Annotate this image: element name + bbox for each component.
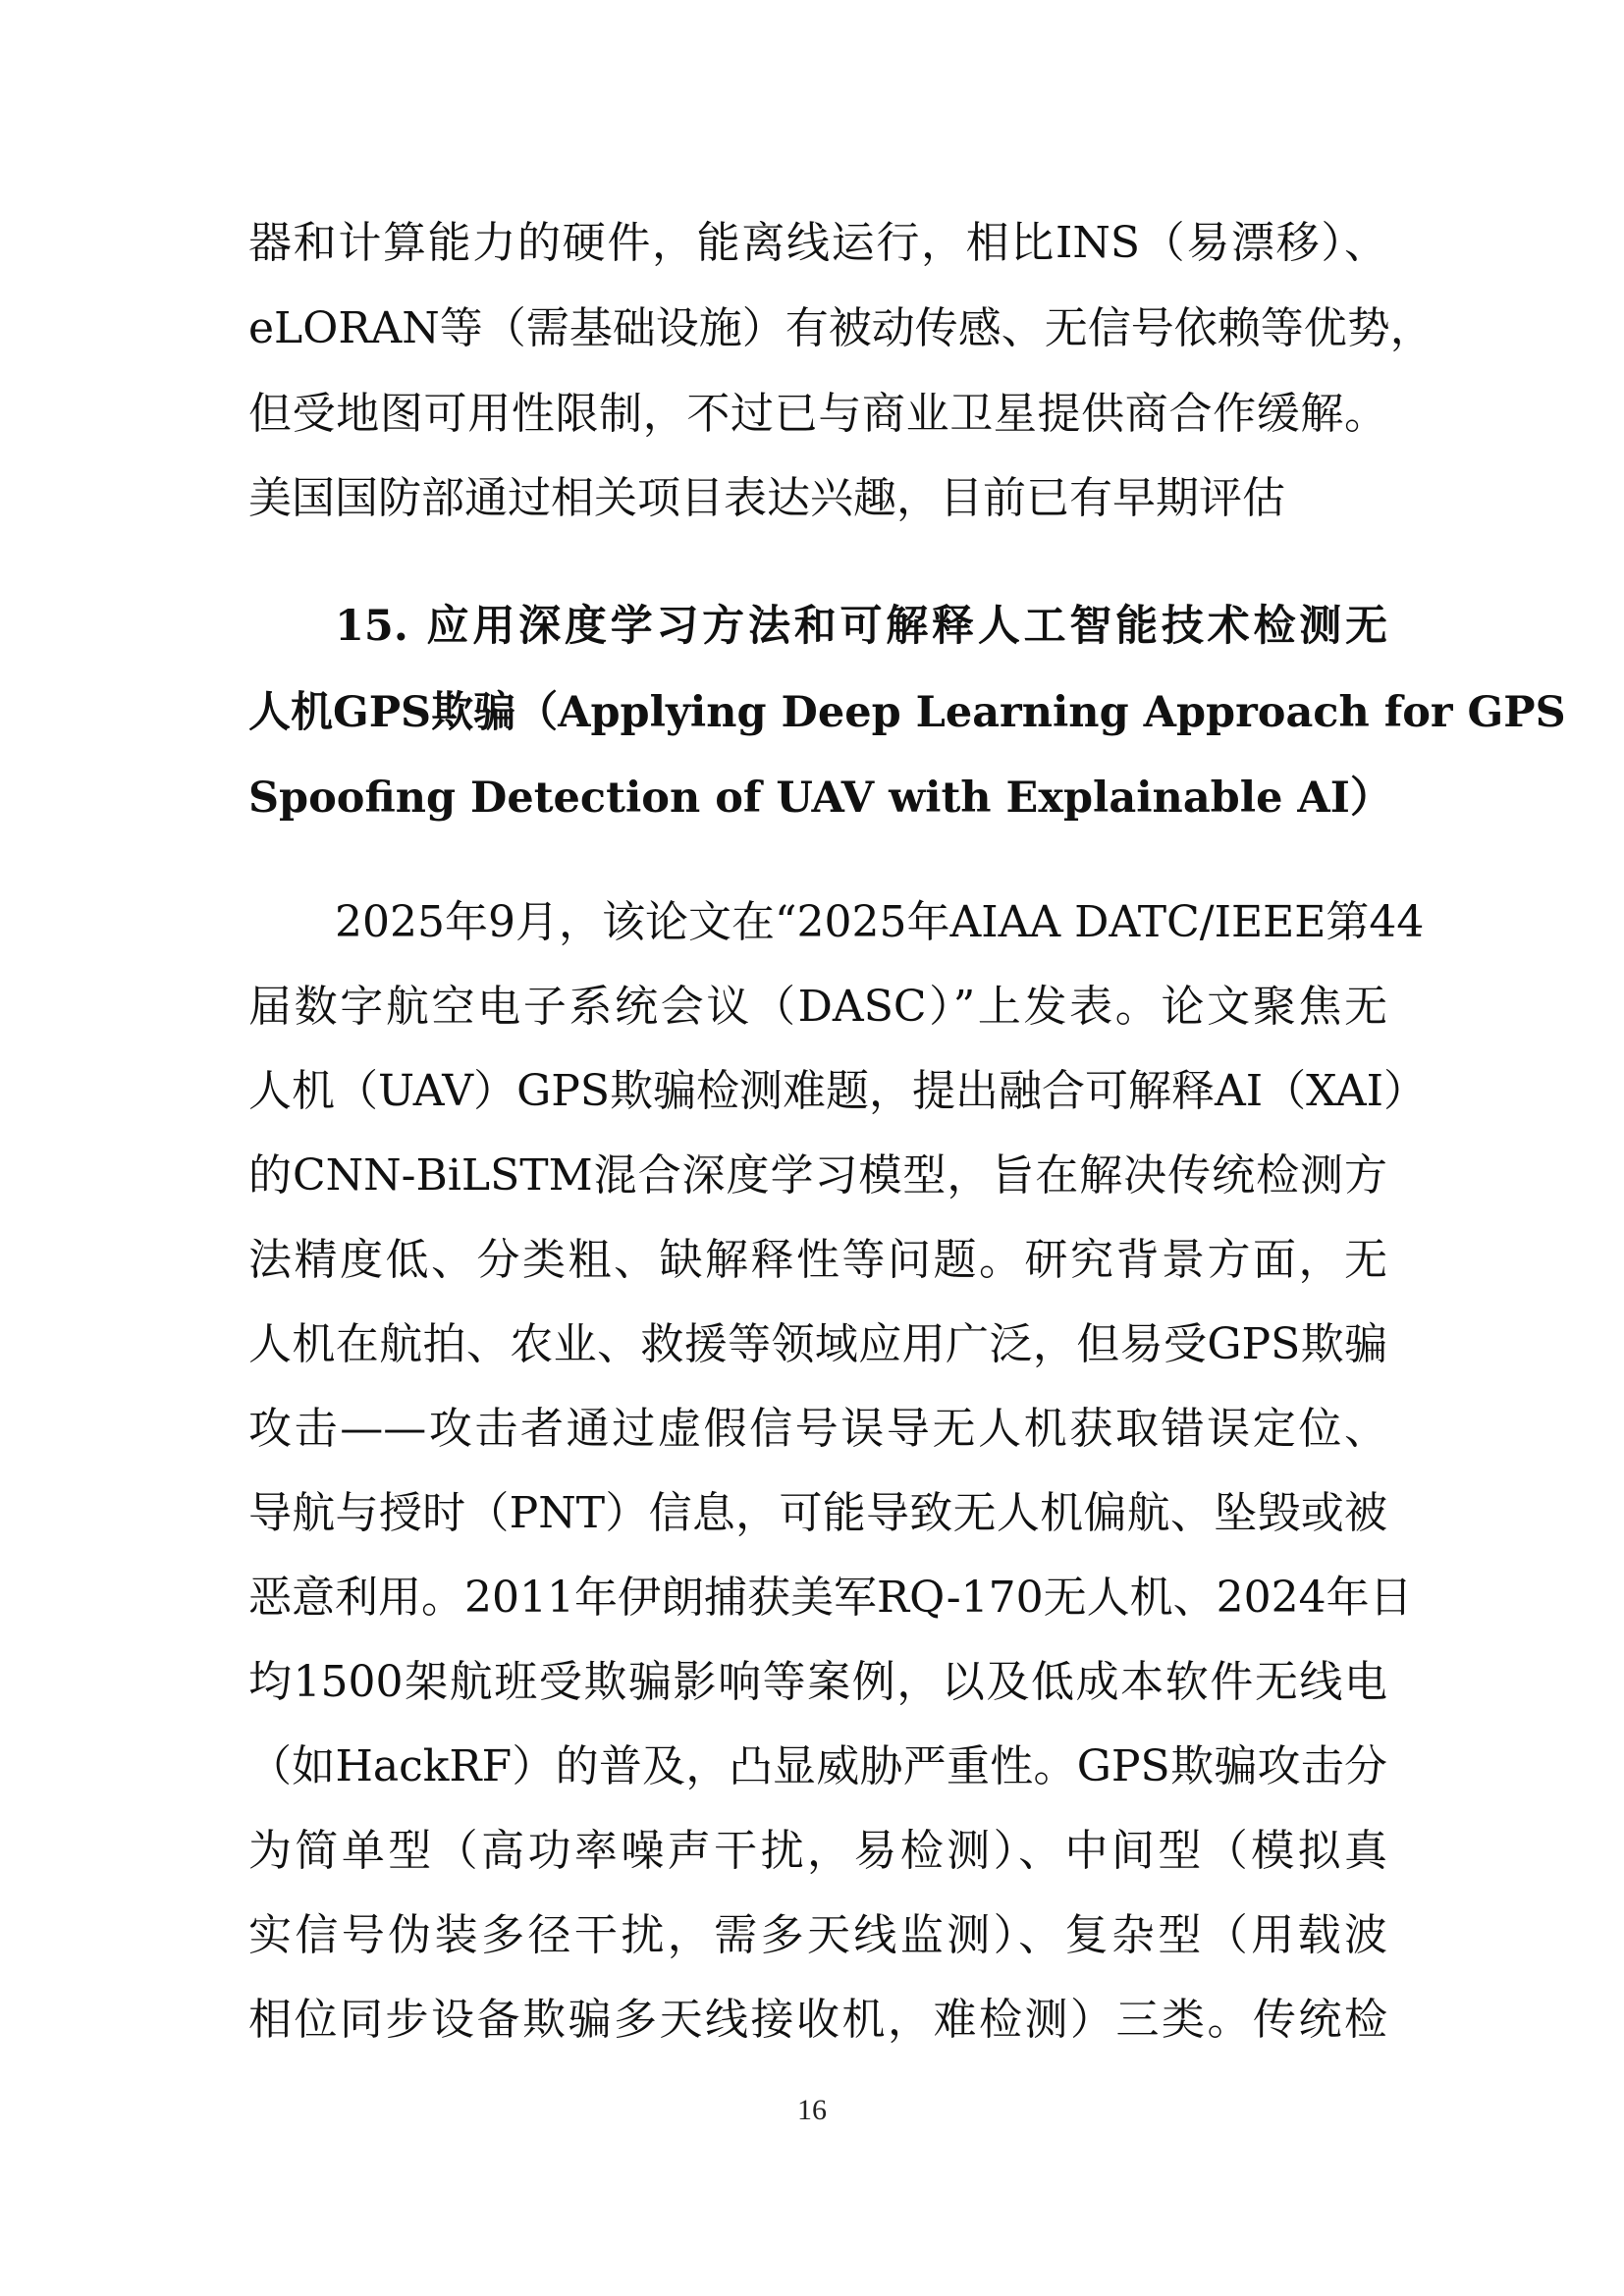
intro-line-3: 但受地图可用性限制，不过已与商业卫星提供商合作缓解。 — [248, 389, 1387, 439]
intro-line-2: eLORAN等（需基础设施）有被动传感、无信号依赖等优势， — [248, 303, 1434, 353]
body-line-7: 攻击——攻击者通过虚假信号误导无人机获取错误定位、 — [248, 1404, 1387, 1454]
body-line-13: 实信号伪装多径干扰，需多天线监测）、复杂型（用载波 — [248, 1910, 1387, 1960]
body-line-3: 人机（UAV）GPS欺骗检测难题，提出融合可解释AI（XAI） — [248, 1066, 1428, 1116]
body-line-14: 相位同步设备欺骗多天线接收机，难检测）三类。传统检 — [248, 1995, 1387, 2045]
intro-line-1: 器和计算能力的硬件，能离线运行，相比INS（易漂移）、 — [248, 218, 1387, 268]
section-heading-line-2: 人机GPS欺骗（Applying Deep Learning Approach for GPS — [248, 688, 1566, 737]
section-heading-line-1: 15. 应用深度学习方法和可解释人工智能技术检测无 — [335, 602, 1387, 651]
intro-line-4: 美国国防部通过相关项目表达兴趣，目前已有早期评估 — [248, 473, 1285, 523]
body-line-6: 人机在航拍、农业、救援等领域应用广泛，但易受GPS欺骗 — [248, 1319, 1387, 1369]
body-line-10: 均1500架航班受欺骗影响等案例，以及低成本软件无线电 — [248, 1657, 1387, 1707]
body-line-2: 届数字航空电子系统会议（DASC）”上发表。论文聚焦无 — [248, 982, 1387, 1032]
body-line-11: （如HackRF）的普及，凸显威胁严重性。GPS欺骗攻击分 — [248, 1741, 1387, 1791]
body-line-8: 导航与授时（PNT）信息，可能导致无人机偏航、坠毁或被 — [248, 1488, 1387, 1538]
body-line-5: 法精度低、分类粗、缺解释性等问题。研究背景方面，无 — [248, 1235, 1387, 1285]
body-line-12: 为简单型（高功率噪声干扰，易检测）、中间型（模拟真 — [248, 1826, 1387, 1876]
body-line-9: 恶意利用。2011年伊朗捕获美军RQ-170无人机、2024年日 — [248, 1573, 1413, 1623]
body-line-1: 2025年9月，该论文在“2025年AIAA DATC/IEEE第44 — [335, 897, 1425, 947]
body-line-4: 的CNN-BiLSTM混合深度学习模型，旨在解决传统检测方 — [248, 1150, 1387, 1201]
page-number: 16 — [797, 2094, 827, 2126]
section-heading-line-3: Spoofing Detection of UAV with Explainable AI） — [248, 774, 1392, 823]
